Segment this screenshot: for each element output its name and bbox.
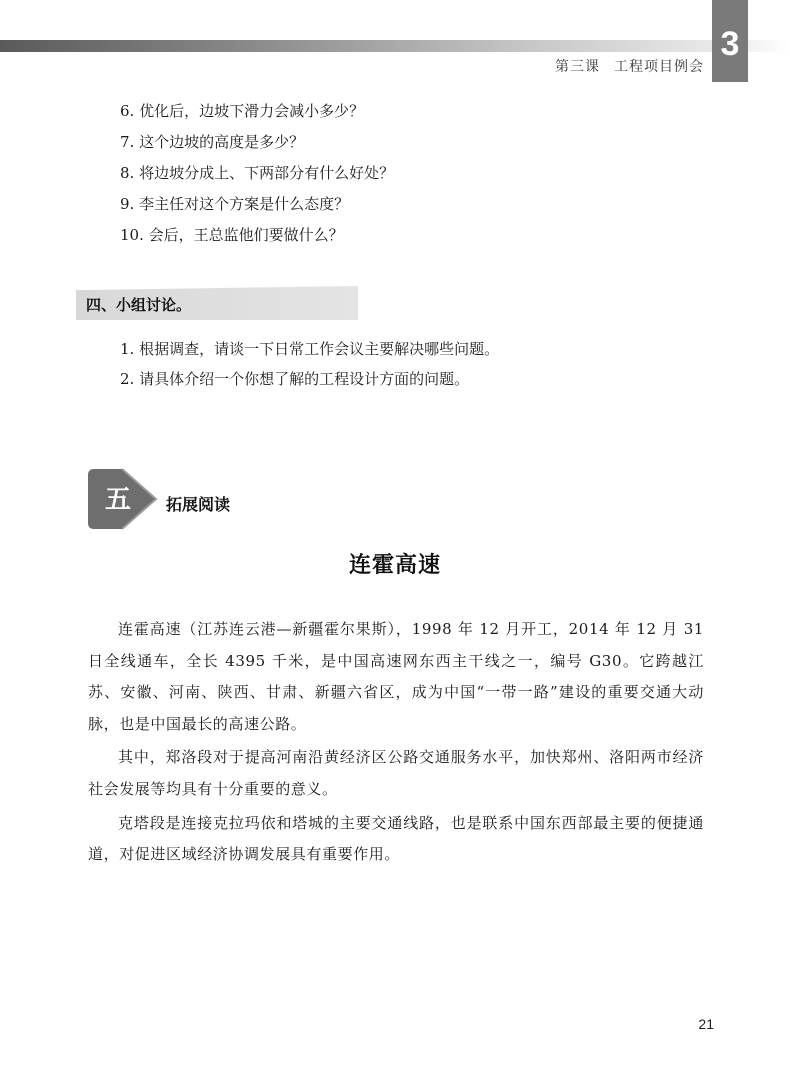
header-rule xyxy=(0,40,712,52)
article-paragraph: 其中，郑洛段对于提高河南沿黄经济区公路交通服务水平，加快郑州、洛阳两市经济社会发展等均具有十分重要的意义。 xyxy=(88,748,704,798)
question-item: 8. 将边坡分成上、下两部分有什么好处？ xyxy=(120,164,395,182)
article-title: 连霍高速 xyxy=(348,553,441,578)
discussion-item: 2. 请具体介绍一个你想了解的工程设计方面的问题。 xyxy=(120,370,470,388)
lesson-number: 3 xyxy=(720,24,740,63)
question-item: 10. 会后，王总监他们要做什么？ xyxy=(120,226,344,244)
header-rule-end xyxy=(748,40,790,52)
discussion-item: 1. 根据调查，请谈一下日常工作会议主要解决哪些问题。 xyxy=(120,340,500,358)
question-item: 6. 优化后，边坡下滑力会减小多少？ xyxy=(120,102,365,120)
question-item: 9. 李主任对这个方案是什么态度？ xyxy=(120,195,350,213)
running-head-lesson: 第三课 xyxy=(555,59,600,75)
running-head-title: 工程项目例会 xyxy=(614,59,704,75)
section-heading: 四、小组讨论。 xyxy=(86,296,192,314)
discussion-list xyxy=(120,334,499,394)
section-badge-number: 五 xyxy=(104,485,132,515)
article-body xyxy=(88,614,704,873)
article-paragraph: 连霍高速（江苏连云港—新疆霍尔果斯），1998 年 12 月开工，2014 年 12 月 31 日全线通车，全长 4395 千米，是中国高速网东西主干线之一，编号 G30。它跨越江苏、安徽、河南、陕西、甘肃、新疆六省区，成为中国“一带一路”建设的重要交通大动脉，也是中国最长的高速公路。 xyxy=(88,620,704,733)
section-title: 拓展阅读 xyxy=(166,495,231,514)
lesson-number-tab xyxy=(712,0,748,82)
running-head xyxy=(555,56,704,76)
question-list xyxy=(120,96,394,251)
article-paragraph: 克塔段是连接克拉玛依和塔城的主要交通线路，也是联系中国东西部最主要的便捷通道，对促进区域经济协调发展具有重要作用。 xyxy=(88,813,704,864)
question-item: 7. 这个边坡的高度是多少？ xyxy=(120,133,305,151)
page-number: 21 xyxy=(698,1016,714,1032)
section-badge-icon xyxy=(86,466,158,532)
